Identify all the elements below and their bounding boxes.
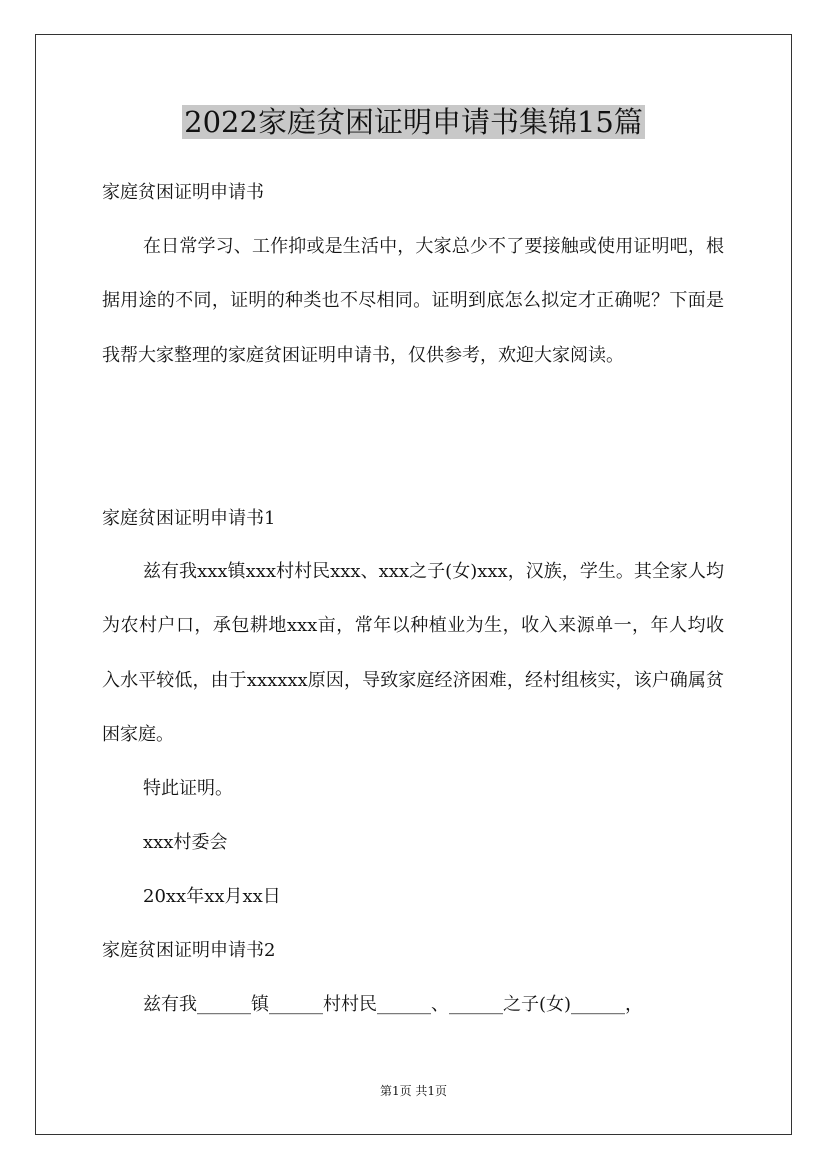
document-title (0, 102, 827, 142)
intro-heading: 家庭贫困证明申请书 (102, 182, 264, 203)
section-1-heading: 家庭贫困证明申请书1 (102, 508, 276, 529)
page-footer: 第1页 共1页 (379, 1084, 448, 1098)
section-2-heading: 家庭贫困证明申请书2 (102, 940, 276, 961)
document-title-text: 2022家庭贫困证明申请书集锦15篇 (184, 105, 643, 139)
intro-paragraph: 在日常学习、工作抑或是生活中，大家总少不了要接触或使用证明吧，根据用途的不同，证明的种类也不尽相同。证明到底怎么拟定才正确呢？下面是我帮大家整理的家庭贫困证明申请书，仅供参考，欢迎大家阅读。 (102, 236, 724, 366)
section-1-paragraph: 兹有我xxx镇xxx村村民xxx、xxx之子(女)xxx，汉族，学生。其全家人均为农村户口，承包耕地xxx亩，常年以种植业为生，收入来源单一，年人均收入水平较低，由于xxxxxx原因，导致家庭经济困难，经村组核实，该户确属贫困家庭。 (102, 561, 724, 745)
section-2-first-line: 兹有我______镇______村村民______、______之子(女)______， (143, 994, 644, 1015)
section-1-date: 20xx年xx月xx日 (143, 886, 281, 907)
section-1-closing: 特此证明。 (143, 778, 233, 799)
section-1-signer: xxx村委会 (143, 832, 228, 853)
